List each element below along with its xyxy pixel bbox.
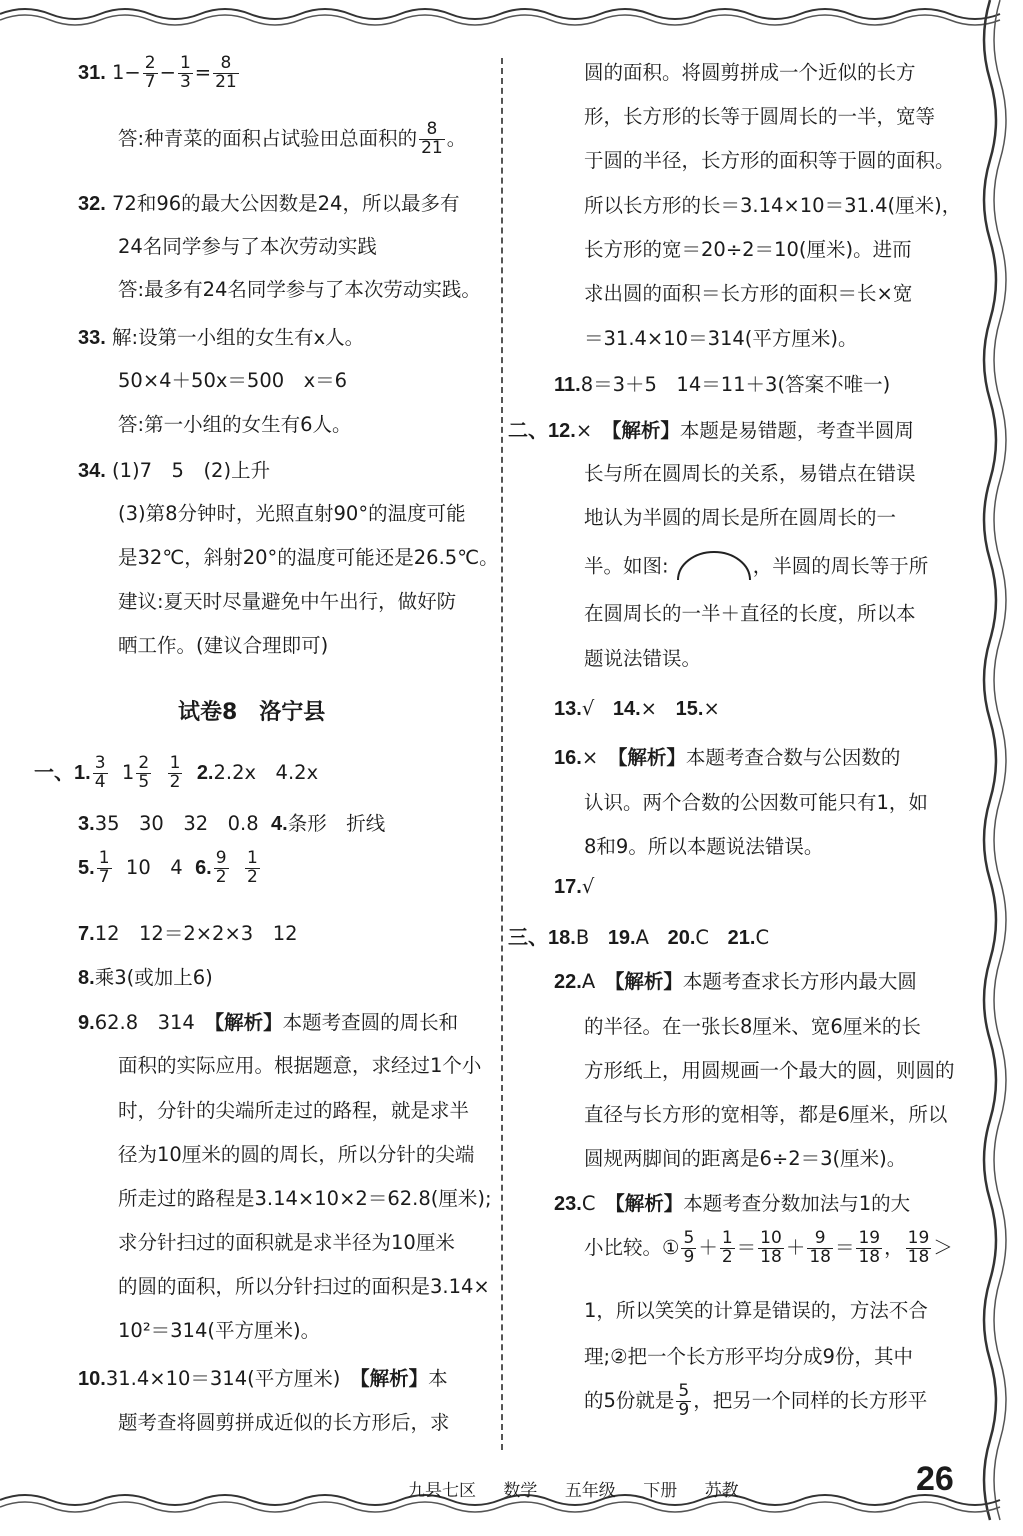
answer-32: 32. 72和96的最大公因数是24，所以最多有 xyxy=(78,192,460,215)
text-line-with-figure: 半。如图: ，半圆的周长等于所 xyxy=(584,550,928,584)
text-line-with-fraction: 的5份就是 $\frac{5}{9}$ ，把另一个同样的长方形平 xyxy=(584,1381,928,1420)
text-line: 建议:夏天时尽量避免中午出行，做好防 xyxy=(118,590,457,613)
fraction: $\frac{1}{2}$ xyxy=(721,1228,733,1267)
footer-subject: 数学 xyxy=(503,1481,538,1501)
answer-16: 16.× 【解析】本题考查合数与公因数的 xyxy=(554,746,901,769)
answer-18-21: 三、18.B 19.A 20.C 21.C xyxy=(508,926,770,949)
text-line: 50×4＋50x＝500 x＝6 xyxy=(118,369,348,392)
footer-edition: 苏教 xyxy=(704,1481,739,1501)
text-line: 题考查将圆剪拼成近似的长方形后，求 xyxy=(118,1411,450,1434)
text-line: 形，长方形的长等于圆周长的一半，宽等 xyxy=(584,105,936,128)
text-line: 长与所在圆周长的关系，易错点在错误 xyxy=(584,462,916,485)
answer-33: 33. 解:设第一小组的女生有x人。 xyxy=(78,326,365,349)
text-line: 在圆周长的一半＋直径的长度，所以本 xyxy=(584,602,916,625)
answer-31-statement: 答:种青菜的面积占试验田总面积的 $\frac{8}{21}$ 。 xyxy=(118,119,467,158)
section-title: 试卷8 洛宁县 xyxy=(178,700,326,725)
answer-7: 7.12 12＝2×2×3 12 xyxy=(78,922,298,945)
fraction: $\frac{9}{2}$ xyxy=(215,848,227,887)
fraction: $\frac{1}{7}$ xyxy=(98,848,110,887)
text-line: 24名同学参与了本次劳动实践 xyxy=(118,235,377,258)
text-line: (3)第8分钟时，光照直射90°的温度可能 xyxy=(118,502,466,525)
footer-region: 九县七区 xyxy=(408,1481,476,1501)
answer-17: 17.√ xyxy=(554,875,595,898)
answer-1-2: 一、1. $\frac{3}{4}$ 1 $\frac{2}{5}$ $\frac{1}{2}$ 2.2.2x 4.2x xyxy=(34,753,319,792)
fraction: $\frac{9}{18}$ xyxy=(809,1228,831,1267)
text-line: 面积的实际应用。根据题意，求经过1个小 xyxy=(118,1054,482,1077)
text-line: 时，分针的尖端所走过的路程，就是求半 xyxy=(118,1099,470,1122)
text-line: 理;②把一个长方形平均分成9份，其中 xyxy=(584,1345,913,1368)
text-line: 10²＝314(平方厘米)。 xyxy=(118,1319,321,1342)
fraction: $\frac{19}{18}$ xyxy=(907,1228,930,1267)
question-number: 31. xyxy=(78,61,106,84)
answer-34: 34. (1)7 5 (2)上升 xyxy=(78,459,271,482)
text-line: 答:最多有24名同学参与了本次劳动实践。 xyxy=(118,278,481,301)
text-line: 圆规两脚间的距离是6÷2＝3(厘米)。 xyxy=(584,1147,907,1170)
top-wavy-border xyxy=(0,0,1023,30)
fraction: $\frac{3}{4}$ xyxy=(94,753,106,792)
text-line: 于圆的半径，长方形的面积等于圆的面积。 xyxy=(584,149,955,172)
text-line: 题说法错误。 xyxy=(584,647,702,670)
text-line: 晒工作。(建议合理即可) xyxy=(118,634,329,657)
page-number: 26 xyxy=(916,1460,954,1498)
answer-3-4: 3.35 30 32 0.8 4.条形 折线 xyxy=(78,812,386,835)
text-line: 所以长方形的长＝3.14×10＝31.4(厘米)， xyxy=(584,194,962,217)
text-line: 圆的面积。将圆剪拼成一个近似的长方 xyxy=(584,61,916,84)
fraction: $\frac{5}{9}$ xyxy=(683,1228,695,1267)
text-line: 认识。两个合数的公因数可能只有1，如 xyxy=(584,791,928,814)
fraction: $\frac{8}{21}$ xyxy=(215,53,237,92)
footer-grade: 五年级 xyxy=(564,1481,616,1501)
fraction: $\frac{5}{9}$ xyxy=(678,1381,690,1420)
text-line: 的圆的面积，所以分针扫过的面积是3.14× xyxy=(118,1275,490,1298)
text-line: 是32℃，斜射20°的温度可能还是26.5℃。 xyxy=(118,546,499,569)
answer-10: 10.31.4×10＝314(平方厘米) 【解析】本 xyxy=(78,1367,448,1390)
fraction: $\frac{2}{5}$ xyxy=(138,753,150,792)
answer-13-15: 13.√ 14.× 15.× xyxy=(554,697,720,720)
answer-11: 11.8＝3＋5 14＝11＋3(答案不唯一) xyxy=(554,373,891,396)
text-line: 的半径。在一张长8厘米、宽6厘米的长 xyxy=(584,1015,921,1038)
text-line: 所走过的路程是3.14×10×2＝62.8(厘米); xyxy=(118,1187,492,1210)
footer-term: 下册 xyxy=(643,1481,678,1501)
answer-31: 31. 1− $\frac{2}{7}$ − $\frac{1}{3}$ = $\frac{8}{21}$ xyxy=(78,53,237,92)
answer-12: 二、12.× 【解析】本题是易错题，考查半圆周 xyxy=(508,419,914,442)
text-line: 地认为半圆的周长是所在圆周长的一 xyxy=(584,506,897,529)
answer-9: 9.62.8 314 【解析】本题考查圆的周长和 xyxy=(78,1011,459,1034)
text-line: 求分针扫过的面积就是求半径为10厘米 xyxy=(118,1231,455,1254)
text-line: 答:第一小组的女生有6人。 xyxy=(118,413,352,436)
page-footer xyxy=(408,1476,761,1501)
text-line: 长方形的宽＝20÷2＝10(厘米)。进而 xyxy=(584,238,912,261)
answer-5-6: 5. $\frac{1}{7}$ 10 4 6. $\frac{9}{2}$ $\frac{1}{2}$ xyxy=(78,848,258,887)
fraction: $\frac{1}{3}$ xyxy=(179,53,191,92)
fraction: $\frac{19}{18}$ xyxy=(858,1228,881,1267)
text-line: 8和9。所以本题说法错误。 xyxy=(584,835,824,858)
text-line: 直径与长方形的宽相等，都是6厘米，所以 xyxy=(584,1103,948,1126)
text-line: 方形纸上，用圆规画一个最大的圆，则圆的 xyxy=(584,1059,955,1082)
text-line: ＝31.4×10＝314(平方厘米)。 xyxy=(584,327,858,350)
answer-23: 23.C 【解析】本题考查分数加法与1的大 xyxy=(554,1192,911,1215)
semicircle-figure xyxy=(675,550,753,584)
text-line: 径为10厘米的圆的周长，所以分针的尖端 xyxy=(118,1143,475,1166)
fraction: $\frac{2}{7}$ xyxy=(144,53,156,92)
fraction: $\frac{1}{2}$ xyxy=(169,753,181,792)
fraction: $\frac{10}{18}$ xyxy=(760,1228,782,1267)
answer-22: 22.A 【解析】本题考查求长方形内最大圆 xyxy=(554,970,917,993)
column-divider xyxy=(501,58,503,1450)
fraction: $\frac{8}{21}$ xyxy=(421,119,443,158)
text-line: 1，所以笑笑的计算是错误的，方法不合 xyxy=(584,1299,928,1322)
fraction: $\frac{1}{2}$ xyxy=(246,848,258,887)
text-line-with-fractions: 小比较。① $\frac{5}{9}$ ＋ $\frac{1}{2}$ ＝ $\frac{10}{18}$ ＋ $\frac{9}{18}$ ＝ $\frac{19}{18}$ ， $\frac{19}{18}$ ＞ xyxy=(584,1228,953,1267)
answer-8: 8.乘3(或加上6) xyxy=(78,966,213,989)
right-wavy-border xyxy=(968,0,1023,1536)
text-line: 求出圆的面积＝长方形的面积＝长×宽 xyxy=(584,282,913,305)
